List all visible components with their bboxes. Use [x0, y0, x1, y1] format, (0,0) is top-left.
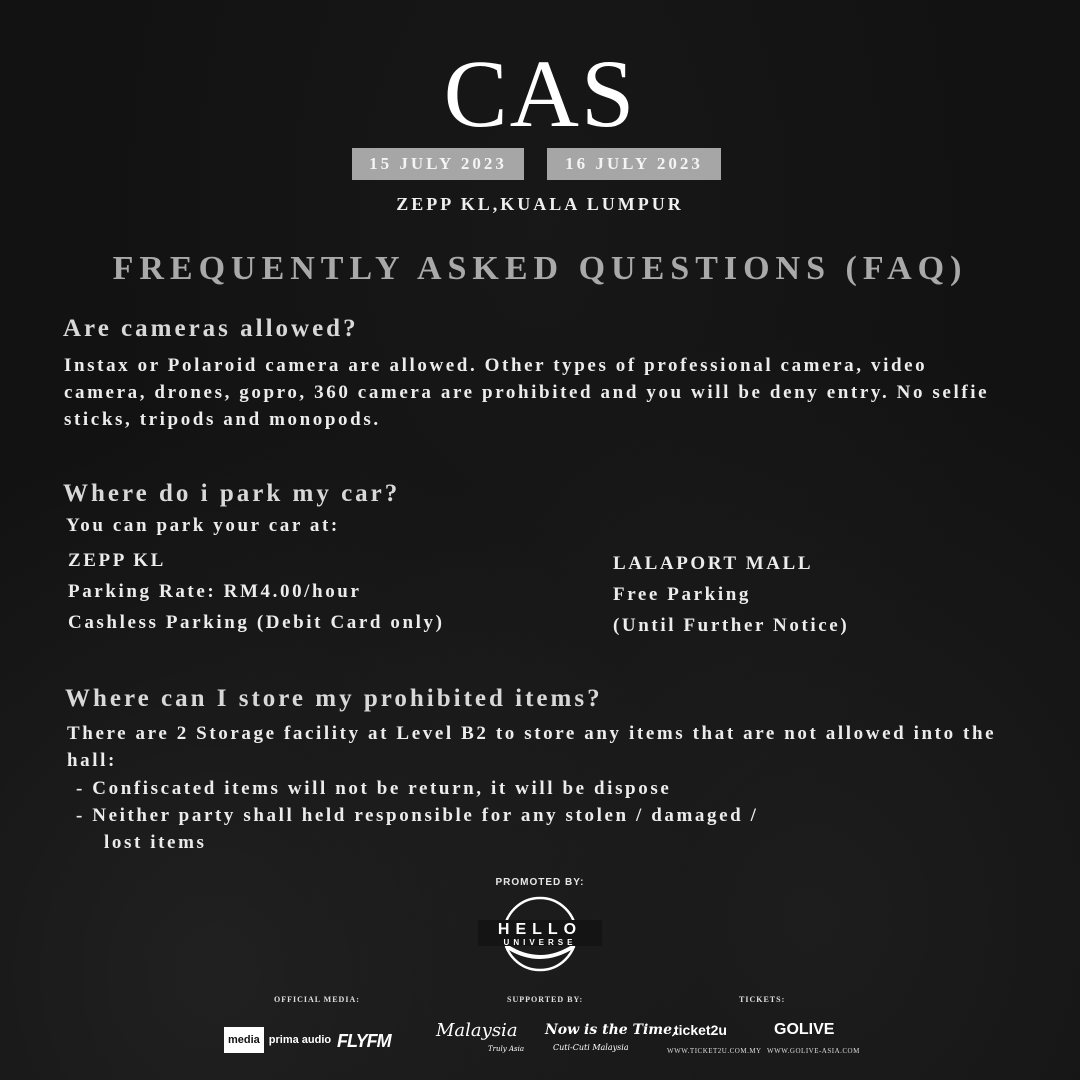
flyfm-logo: FLYFM [337, 1031, 391, 1051]
date-badge-day1: 15 JULY 2023 [352, 148, 524, 180]
parking-zepp-payment: Cashless Parking (Debit Card only) [68, 612, 445, 633]
parking-lalaport-note: (Until Further Notice) [613, 615, 850, 636]
official-media-label: OFFICIAL MEDIA: [274, 995, 360, 1004]
prima-audio-text: prima audio [268, 1034, 332, 1046]
faq-heading: FREQUENTLY ASKED QUESTIONS (FAQ) [112, 250, 968, 287]
malaysia-logo-subtitle: Truly Asia [488, 1045, 525, 1053]
question-cameras: Are cameras allowed? [63, 315, 359, 342]
storage-bullet-line1: - Neither party shall held responsible for any stolen / damaged / [76, 805, 759, 826]
now-is-the-time-subtitle: Cuti-Cuti Malaysia [553, 1043, 629, 1052]
parking-intro: You can park your car at: [66, 515, 340, 536]
event-title: CAS [443, 40, 637, 147]
parking-zepp-name: ZEPP KL [68, 550, 166, 571]
logo-swoosh [506, 946, 574, 957]
now-is-the-time-logo: Now is the Time, [545, 1022, 677, 1038]
golive-url[interactable]: WWW.GOLIVE-ASIA.COM [767, 1047, 860, 1055]
promoted-by-label: PROMOTED BY: [495, 877, 585, 888]
storage-bullet-responsibility [76, 802, 1016, 856]
parking-zepp-rate: Parking Rate: RM4.00/hour [68, 581, 362, 602]
date-badge-day2: 16 JULY 2023 [547, 148, 721, 180]
ticket2u-logo: ticket2u [674, 1022, 727, 1038]
storage-bullet-confiscated: - Confiscated items will not be return, it will be dispose [76, 778, 672, 799]
tickets-label: TICKETS: [739, 995, 786, 1004]
parking-lalaport-rate: Free Parking [613, 584, 751, 605]
logo-text-universe: UNIVERSE [503, 938, 577, 947]
answer-cameras: Instax or Polaroid camera are allowed. Other types of professional camera, video camera, drones, gopro, 360 camera are prohibited and you will be deny entry. No selfie sticks, tripods and monopods. [64, 355, 990, 430]
storage-bullet-line2: lost items [104, 832, 207, 853]
parking-option-zepp [68, 545, 445, 638]
question-parking: Where do i park my car? [63, 480, 401, 507]
parking-option-lalaport [613, 548, 849, 641]
malaysia-truly-asia-logo: Malaysia [436, 1020, 518, 1041]
golive-logo: GOLIVE [774, 1021, 835, 1038]
media-prima-audio-logo [224, 1026, 331, 1054]
venue-label: ZEPP KL,KUALA LUMPUR [396, 194, 684, 214]
media-logo-box: media [224, 1027, 264, 1053]
answer-storage: There are 2 Storage facility at Level B2 to store any items that are not allowed into the hall: [67, 723, 997, 771]
logo-text-hello: HELLO [497, 921, 583, 938]
question-storage: Where can I store my prohibited items? [65, 685, 603, 712]
hello-universe-logo [470, 892, 610, 974]
ticket2u-url[interactable]: WWW.TICKET2U.COM.MY [667, 1047, 762, 1055]
parking-lalaport-name: LALAPORT MALL [613, 553, 814, 574]
supported-by-label: SUPPORTED BY: [507, 995, 584, 1004]
